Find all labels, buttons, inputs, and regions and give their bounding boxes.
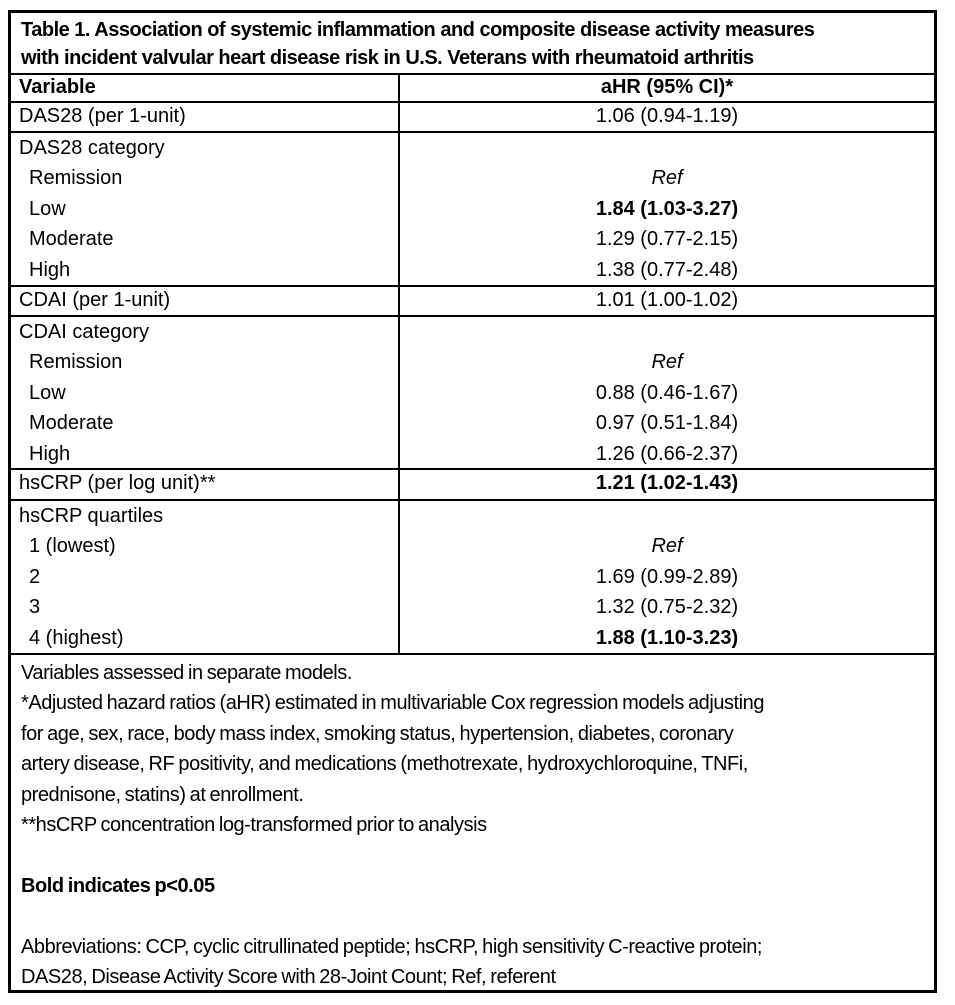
spacer bbox=[400, 317, 934, 347]
footnote-adjusted-line-2: for age, sex, race, body mass index, smoking status, hypertension, diabetes, coronary bbox=[21, 722, 734, 745]
footnote-adjusted-line-1: *Adjusted hazard ratios (aHR) estimated in multivariable Cox regression models adjusting bbox=[21, 692, 764, 715]
row-value: 1.01 (1.00-1.02) bbox=[595, 289, 739, 311]
group-title: CDAI category bbox=[19, 321, 150, 343]
group-item-label: 1 (lowest) bbox=[29, 535, 116, 558]
row-label: hsCRP (per log unit)** bbox=[11, 470, 400, 499]
footnote-hscrp-log: **hsCRP concentration log-transformed prior to analysis bbox=[21, 814, 487, 837]
group-values bbox=[400, 317, 934, 468]
footnote-adjusted-line-3: artery disease, RF positivity, and medications (methotrexate, hydroxychloroquine, TNFi, bbox=[21, 753, 748, 776]
table-group-das28-category bbox=[11, 133, 934, 287]
group-item-value: 1.69 (0.99-2.89) bbox=[595, 565, 739, 588]
group-item-label: Low bbox=[29, 381, 66, 404]
group-item-label: Moderate bbox=[29, 228, 114, 251]
group-item-label: Remission bbox=[29, 351, 123, 374]
group-item-label: Moderate bbox=[29, 412, 114, 435]
row-label: DAS28 (per 1-unit) bbox=[11, 103, 400, 131]
group-item-label: 4 (highest) bbox=[29, 626, 124, 649]
table-title bbox=[11, 13, 934, 75]
footnote-bold-indicates: Bold indicates p<0.05 bbox=[21, 874, 215, 897]
table-title-line-2: with incident valvular heart disease risk in U.S. Veterans with rheumatoid arthritis bbox=[21, 47, 754, 69]
table-header-row bbox=[11, 75, 934, 103]
group-labels bbox=[11, 501, 400, 653]
table-group-cdai-category bbox=[11, 317, 934, 470]
group-item-label: 2 bbox=[29, 565, 41, 588]
group-item-value: 1.29 (0.77-2.15) bbox=[595, 228, 739, 251]
group-title: hsCRP quartiles bbox=[19, 505, 164, 527]
group-title: DAS28 category bbox=[19, 137, 165, 159]
table-title-line-1: Table 1. Association of systemic inflammation and composite disease activity measures bbox=[21, 19, 815, 41]
group-item-value: Ref bbox=[651, 351, 683, 374]
group-labels bbox=[11, 133, 400, 285]
spacer bbox=[400, 133, 934, 163]
group-item-value: 1.88 (1.10-3.23) bbox=[595, 626, 739, 649]
table-group-hscrp-quartiles bbox=[11, 501, 934, 655]
group-item-value: 1.38 (0.77-2.48) bbox=[595, 258, 739, 281]
group-values bbox=[400, 133, 934, 285]
group-item-value: 0.88 (0.46-1.67) bbox=[595, 381, 739, 404]
footnote-abbreviations-line-2: DAS28, Disease Activity Score with 28-Joint Count; Ref, referent bbox=[21, 966, 556, 989]
table-footnotes bbox=[11, 655, 934, 990]
group-item-label: Low bbox=[29, 197, 66, 220]
footnote-adjusted-line-4: prednisone, statins) at enrollment. bbox=[21, 783, 304, 806]
group-item-value: 1.32 (0.75-2.32) bbox=[595, 596, 739, 619]
footnote-separate-models: Variables assessed in separate models. bbox=[21, 662, 352, 684]
group-item-label: Remission bbox=[29, 167, 123, 190]
group-item-label: High bbox=[29, 258, 71, 281]
table-row-das28-per-unit bbox=[11, 103, 934, 133]
group-item-value: Ref bbox=[651, 535, 683, 558]
row-value: 1.06 (0.94-1.19) bbox=[595, 105, 739, 127]
group-item-value: Ref bbox=[651, 167, 683, 190]
group-item-value: 1.26 (0.66-2.37) bbox=[595, 442, 739, 465]
group-labels bbox=[11, 317, 400, 468]
column-header-ahr: aHR (95% CI)* bbox=[600, 76, 734, 98]
column-header-variable: Variable bbox=[11, 75, 400, 101]
group-item-value: 1.84 (1.03-3.27) bbox=[595, 197, 739, 220]
spacer bbox=[400, 501, 934, 531]
blank-line bbox=[21, 901, 924, 931]
table-1-frame bbox=[8, 10, 937, 993]
group-item-label: 3 bbox=[29, 596, 41, 619]
group-item-label: High bbox=[29, 442, 71, 465]
group-values bbox=[400, 501, 934, 653]
table-row-hscrp-per-log-unit bbox=[11, 470, 934, 501]
row-value: 1.21 (1.02-1.43) bbox=[595, 472, 739, 494]
footnote-abbreviations-line-1: Abbreviations: CCP, cyclic citrullinated peptide; hsCRP, high sensitivity C-reactive protein; bbox=[21, 935, 762, 958]
blank-line bbox=[21, 840, 924, 870]
group-item-value: 0.97 (0.51-1.84) bbox=[595, 412, 739, 435]
table-row-cdai-per-unit bbox=[11, 287, 934, 317]
row-label: CDAI (per 1-unit) bbox=[11, 287, 400, 315]
